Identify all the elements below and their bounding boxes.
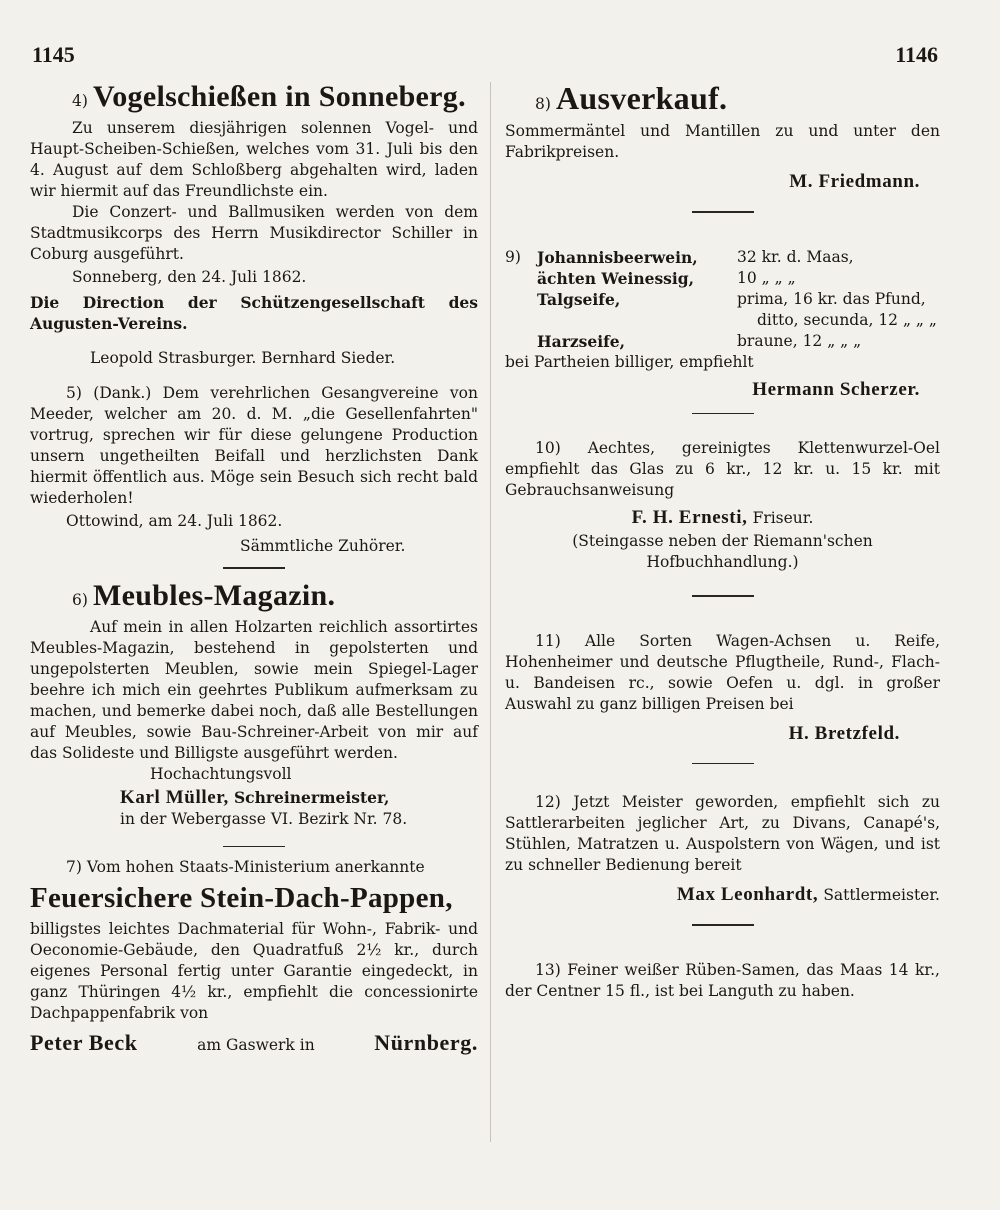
entry-12 xyxy=(505,792,940,926)
entry-8 xyxy=(505,80,940,213)
column-divider xyxy=(490,82,491,1142)
entry-text: Zu unserem diesjährigen solennen Vogel- und Haupt-Scheiben-Schießen, welches vom 31. Juli bis den 4. August auf dem Schloßberg abgehalten wird, laden wir hiermit auf das Freundlichste ein. xyxy=(30,119,478,200)
entry-13 xyxy=(505,960,940,1002)
entry-6 xyxy=(30,579,478,848)
separator-rule xyxy=(692,924,754,926)
entry-text: (Dank.) Dem verehrlichen Gesangvereine von Meeder, welcher am 20. d. M. „die Gesellenfahrten" vortrug, sprechen wir für diese gelungene Production unsern ungetheilten Beifall und herzlichsten Dank hiermit öffentlich aus. Möge sein Besuch sich recht bald wiederholen! xyxy=(30,384,478,507)
entry-text-2: Die Conzert- und Ballmusiken werden von dem Stadtmusikcorps des Herrn Musikdirector Schiller in Coburg ausgeführt. xyxy=(30,203,478,263)
page-number-right: 1146 xyxy=(895,42,938,67)
entry-signature-title: Sattlermeister. xyxy=(823,886,940,904)
price-item xyxy=(537,310,737,331)
entry-heading: Meubles-Magazin. xyxy=(93,578,336,612)
entry-signature: Max Leonhardt, xyxy=(676,884,819,905)
entry-address: in der Webergasse VI. Bezirk Nr. 78. xyxy=(120,809,408,828)
entry-number: 10) xyxy=(535,439,561,457)
entry-4 xyxy=(30,80,478,369)
entry-text: billigstes leichtes Dachmaterial für Wohn-, Fabrik- und Oeconomie-Gebäude, den Quadratfuß 2½ kr., durch eigenes Personal fertig unter Garantie eingedeckt, in ganz Thüringen 4½ kr., empfiehlt die concessionirte Dachpappenfabrik von xyxy=(30,920,478,1022)
price-item: Harzseife, xyxy=(537,331,626,351)
entry-text: Feiner weißer Rüben-Samen, das Maas 14 kr., der Centner 15 fl., ist bei Languth zu haben. xyxy=(505,960,940,1000)
entry-number: 9) xyxy=(505,247,521,266)
entry-text: Sommermäntel und Mantillen zu und unter den Fabrikpreisen. xyxy=(505,122,940,161)
entry-signature-place: Nürnberg. xyxy=(374,1030,478,1055)
entry-footer: bei Partheien billiger, empfiehlt xyxy=(505,352,754,371)
entry-text: Auf mein in allen Holzarten reichlich assortirtes Meubles-Magazin, bestehend in gepolsterten und ungepolsterten Meublen, sowie mein Spiegel-Lager beehre ich mich ein geehrtes Publikum aufmerksam zu machen, und bemerke dabei noch, daß alle Bestellungen auf Meubles, sowie Bau-Schreiner-Arbeit von mir auf das Solideste und Billigste ausgeführt werden. xyxy=(30,617,478,762)
entry-signature-title: Friseur. xyxy=(752,509,814,527)
price-row xyxy=(505,289,940,310)
price-value: prima, 16 kr. das Pfund, xyxy=(737,289,926,308)
entry-signature-name: Peter Beck xyxy=(30,1030,138,1055)
entry-heading: Ausverkauf. xyxy=(556,80,728,116)
entry-place-date: Ottowind, am 24. Juli 1862. xyxy=(66,512,283,530)
price-row xyxy=(505,268,940,289)
entry-number: 12) xyxy=(535,793,561,811)
right-column xyxy=(505,80,940,1002)
price-row xyxy=(505,247,940,268)
entry-signature: F. H. Ernesti, xyxy=(631,507,748,528)
entry-7 xyxy=(30,857,478,1056)
entry-intro: Vom hohen Staats-Ministerium anerkannte xyxy=(86,858,425,876)
entry-text: Alle Sorten Wagen-Achsen u. Reife, Hohenheimer und deutsche Pflugtheile, Rund-, Flach- u. Bandeisen rc., sowie Oefen u. dgl. in großer Auswahl zu ganz billigen Preisen bei xyxy=(505,631,940,713)
entry-heading: Vogelschießen in Sonneberg. xyxy=(93,80,466,113)
left-column xyxy=(30,80,478,1056)
entry-signature: Hermann Scherzer. xyxy=(752,378,920,400)
entry-direction: Die Direction der Schützengesellschaft des Augusten-Vereins. xyxy=(30,293,478,333)
price-value: ditto, secunda, 12 „ „ „ xyxy=(757,310,937,329)
entry-9 xyxy=(505,247,940,415)
entry-10 xyxy=(505,438,940,597)
entry-number: 8) xyxy=(535,95,551,113)
separator-rule xyxy=(692,211,754,213)
entry-signature: Karl Müller, xyxy=(120,786,229,808)
separator-rule xyxy=(692,413,754,415)
entry-signature: M. Friedmann. xyxy=(789,171,920,192)
entry-5 xyxy=(30,383,478,569)
entry-number: 6) xyxy=(72,590,88,609)
entry-greeting: Hochachtungsvoll xyxy=(150,764,292,783)
entry-signature: Sämmtliche Zuhörer. xyxy=(240,537,406,555)
separator-rule xyxy=(223,846,285,848)
entry-text: Aechtes, gereinigtes Klettenwurzel-Oel empfiehlt das Glas zu 6 kr., 12 kr. u. 15 kr. mit Gebrauchsanweisung xyxy=(505,439,940,499)
price-item: ächten Weinessig, xyxy=(537,268,695,288)
separator-rule xyxy=(692,595,754,597)
entry-names: Leopold Strasburger. Bernhard Sieder. xyxy=(90,349,396,367)
entry-signature-title: Schreinermeister, xyxy=(233,787,390,807)
price-row xyxy=(505,331,940,352)
price-value: 10 „ „ „ xyxy=(737,268,796,287)
entry-signature-mid: am Gaswerk in xyxy=(197,1036,315,1054)
entry-number: 7) xyxy=(66,858,82,876)
separator-rule xyxy=(223,567,285,569)
page-number-left: 1145 xyxy=(32,42,75,67)
entry-place-date: Sonneberg, den 24. Juli 1862. xyxy=(72,268,307,286)
separator-rule xyxy=(692,763,754,765)
price-item: Johannisbeerwein, xyxy=(537,247,698,267)
entry-number: 5) xyxy=(66,384,82,402)
price-value: 32 kr. d. Maas, xyxy=(737,247,854,266)
price-value: braune, 12 „ „ „ xyxy=(737,331,862,350)
entry-number: 13) xyxy=(535,960,561,979)
entry-text: Jetzt Meister geworden, empfiehlt sich zu Sattlerarbeiten jeglicher Art, zu Divans, Canapé's, Stühlen, Matratzen u. Auspolstern von Wägen, und ist zu schneller Bedienung bereit xyxy=(505,793,940,874)
price-item: Talgseife, xyxy=(537,289,621,309)
entry-number: 11) xyxy=(535,631,561,650)
entry-address: (Steingasse neben der Riemann'schen Hofbuchhandlung.) xyxy=(572,532,873,571)
entry-heading: Feuersichere Stein-Dach-Pappen, xyxy=(30,882,453,914)
price-row xyxy=(505,310,940,331)
entry-11 xyxy=(505,631,940,765)
entry-number: 4) xyxy=(72,92,88,110)
entry-signature: H. Bretzfeld. xyxy=(788,722,900,744)
